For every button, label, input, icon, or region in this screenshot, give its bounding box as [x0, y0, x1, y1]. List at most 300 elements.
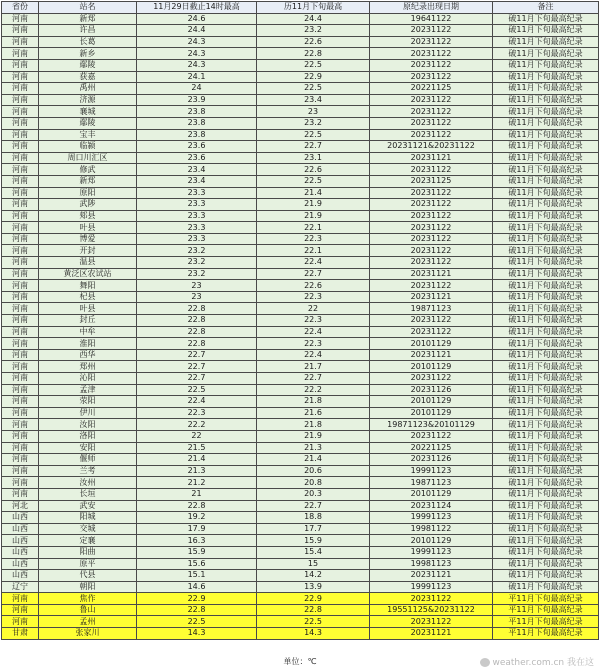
cell-remark: 破11月下旬最高纪录: [493, 48, 599, 60]
cell-remark: 破11月下旬最高纪录: [493, 349, 599, 361]
cell-historical-max: 21.8: [257, 419, 370, 431]
cell-remark: 破11月下旬最高纪录: [493, 523, 599, 535]
cell-today-max: 22.5: [137, 616, 257, 628]
cell-province: 河南: [2, 465, 39, 477]
cell-station: 孟津: [39, 384, 137, 396]
cell-record-date: 20231122: [370, 430, 493, 442]
table-row: [2, 604, 599, 616]
table-row: [2, 106, 599, 118]
table-row: [2, 361, 599, 373]
cell-record-date: 20231121: [370, 349, 493, 361]
cell-station: 偃师: [39, 454, 137, 466]
cell-today-max: 24.4: [137, 25, 257, 37]
cell-province: 河南: [2, 71, 39, 83]
cell-historical-max: 22.4: [257, 326, 370, 338]
table-row: [2, 268, 599, 280]
cell-record-date: 20231122: [370, 94, 493, 106]
cell-remark: 破11月下旬最高纪录: [493, 512, 599, 524]
cell-historical-max: 22.5: [257, 83, 370, 95]
table-row: [2, 419, 599, 431]
cell-station: 舞阳: [39, 280, 137, 292]
cell-province: 河南: [2, 361, 39, 373]
cell-record-date: 20231122: [370, 71, 493, 83]
table-row: [2, 488, 599, 500]
cell-station: 杞县: [39, 291, 137, 303]
cell-station: 新郑: [39, 175, 137, 187]
cell-remark: 破11月下旬最高纪录: [493, 291, 599, 303]
table-row: [2, 407, 599, 419]
table-row: [2, 570, 599, 582]
table-row: [2, 187, 599, 199]
cell-today-max: 22.8: [137, 326, 257, 338]
cell-today-max: 21: [137, 488, 257, 500]
cell-station: 西华: [39, 349, 137, 361]
table-row: [2, 129, 599, 141]
cell-today-max: 21.2: [137, 477, 257, 489]
cell-province: 山西: [2, 570, 39, 582]
cell-remark: 平11月下旬最高纪录: [493, 593, 599, 605]
cell-record-date: 19991123: [370, 465, 493, 477]
cell-record-date: 20231122: [370, 326, 493, 338]
cell-province: 河南: [2, 129, 39, 141]
cell-record-date: 20231121&20231122: [370, 141, 493, 153]
cell-station: 郏县: [39, 210, 137, 222]
cell-record-date: 20231122: [370, 245, 493, 257]
cell-historical-max: 14.2: [257, 570, 370, 582]
cell-province: 河南: [2, 257, 39, 269]
cell-historical-max: 22.3: [257, 315, 370, 327]
table-row: [2, 546, 599, 558]
cell-remark: 破11月下旬最高纪录: [493, 570, 599, 582]
cell-record-date: 20231121: [370, 628, 493, 640]
cell-historical-max: 13.9: [257, 581, 370, 593]
cell-record-date: 20221125: [370, 442, 493, 454]
cell-today-max: 24.3: [137, 48, 257, 60]
cell-remark: 破11月下旬最高纪录: [493, 442, 599, 454]
cell-historical-max: 18.8: [257, 512, 370, 524]
cell-historical-max: 22: [257, 303, 370, 315]
cell-record-date: 20231121: [370, 152, 493, 164]
cell-historical-max: 24.4: [257, 13, 370, 25]
cell-today-max: 24.6: [137, 13, 257, 25]
table-row: [2, 291, 599, 303]
table-row: [2, 152, 599, 164]
cell-record-date: 20231122: [370, 257, 493, 269]
cell-record-date: 20231126: [370, 454, 493, 466]
cell-historical-max: 23.4: [257, 94, 370, 106]
cell-station: 沁阳: [39, 373, 137, 385]
cell-today-max: 22.4: [137, 396, 257, 408]
cell-today-max: 23.9: [137, 94, 257, 106]
cell-historical-max: 22.7: [257, 268, 370, 280]
table-row: [2, 25, 599, 37]
cell-remark: 破11月下旬最高纪录: [493, 558, 599, 570]
cell-station: 汝州: [39, 477, 137, 489]
cell-today-max: 23.8: [137, 129, 257, 141]
header-historical-max: 历11月下旬最高: [257, 2, 370, 14]
cell-station: 博爱: [39, 233, 137, 245]
cell-remark: 破11月下旬最高纪录: [493, 175, 599, 187]
cell-province: 河南: [2, 616, 39, 628]
table-row: [2, 396, 599, 408]
cell-station: 汝阳: [39, 419, 137, 431]
cell-station: 临颍: [39, 141, 137, 153]
cell-record-date: 20101129: [370, 407, 493, 419]
header-province: 省份: [2, 2, 39, 14]
cell-province: 河南: [2, 593, 39, 605]
cell-today-max: 22.8: [137, 338, 257, 350]
cell-today-max: 23.6: [137, 141, 257, 153]
cell-today-max: 23.4: [137, 164, 257, 176]
table-row: [2, 48, 599, 60]
cell-today-max: 23.6: [137, 152, 257, 164]
cell-station: 洛阳: [39, 430, 137, 442]
cell-remark: 破11月下旬最高纪录: [493, 233, 599, 245]
footer: [0, 655, 600, 668]
cell-today-max: 19.2: [137, 512, 257, 524]
cell-remark: 破11月下旬最高纪录: [493, 210, 599, 222]
cell-province: 河南: [2, 268, 39, 280]
cell-record-date: 20231122: [370, 315, 493, 327]
cell-record-date: 20231121: [370, 570, 493, 582]
cell-province: 河南: [2, 407, 39, 419]
cell-today-max: 22.8: [137, 500, 257, 512]
cell-remark: 破11月下旬最高纪录: [493, 59, 599, 71]
cell-remark: 破11月下旬最高纪录: [493, 500, 599, 512]
cell-province: 河南: [2, 117, 39, 129]
weibo-logo-icon: [480, 658, 490, 667]
cell-province: 河南: [2, 488, 39, 500]
cell-record-date: 20231122: [370, 222, 493, 234]
cell-remark: 破11月下旬最高纪录: [493, 396, 599, 408]
cell-remark: 破11月下旬最高纪录: [493, 384, 599, 396]
cell-today-max: 24.3: [137, 59, 257, 71]
cell-province: 河南: [2, 175, 39, 187]
cell-today-max: 22.9: [137, 593, 257, 605]
cell-today-max: 22.2: [137, 419, 257, 431]
cell-station: 中牟: [39, 326, 137, 338]
cell-historical-max: 22.7: [257, 500, 370, 512]
cell-record-date: 20231122: [370, 48, 493, 60]
cell-historical-max: 22.1: [257, 245, 370, 257]
cell-record-date: 20231125: [370, 175, 493, 187]
cell-today-max: 23.3: [137, 233, 257, 245]
cell-province: 山西: [2, 558, 39, 570]
cell-historical-max: 21.7: [257, 361, 370, 373]
cell-province: 河北: [2, 500, 39, 512]
cell-remark: 破11月下旬最高纪录: [493, 13, 599, 25]
table-row: [2, 315, 599, 327]
cell-today-max: 23.3: [137, 210, 257, 222]
cell-record-date: 20101129: [370, 488, 493, 500]
cell-record-date: 20231122: [370, 593, 493, 605]
cell-today-max: 15.9: [137, 546, 257, 558]
cell-province: 山西: [2, 535, 39, 547]
cell-remark: 破11月下旬最高纪录: [493, 546, 599, 558]
cell-today-max: 23.4: [137, 175, 257, 187]
cell-province: 河南: [2, 477, 39, 489]
cell-today-max: 14.6: [137, 581, 257, 593]
cell-record-date: 20231122: [370, 25, 493, 37]
cell-remark: 破11月下旬最高纪录: [493, 419, 599, 431]
unit-label: 单位：℃: [283, 657, 317, 666]
cell-historical-max: 23.2: [257, 117, 370, 129]
cell-historical-max: 22.3: [257, 233, 370, 245]
cell-station: 开封: [39, 245, 137, 257]
cell-record-date: 19871123: [370, 477, 493, 489]
cell-province: 辽宁: [2, 581, 39, 593]
cell-remark: 破11月下旬最高纪录: [493, 361, 599, 373]
cell-today-max: 23: [137, 291, 257, 303]
header-remark: 备注: [493, 2, 599, 14]
cell-station: 新郑: [39, 13, 137, 25]
cell-record-date: 19871123: [370, 303, 493, 315]
cell-today-max: 22.3: [137, 407, 257, 419]
cell-remark: 破11月下旬最高纪录: [493, 373, 599, 385]
table-row: [2, 233, 599, 245]
cell-today-max: 22: [137, 430, 257, 442]
cell-province: 山西: [2, 512, 39, 524]
table-row: [2, 141, 599, 153]
cell-today-max: 24.1: [137, 71, 257, 83]
cell-station: 长葛: [39, 36, 137, 48]
cell-remark: 破11月下旬最高纪录: [493, 36, 599, 48]
table-row: [2, 303, 599, 315]
cell-historical-max: 22.7: [257, 373, 370, 385]
cell-station: 长垣: [39, 488, 137, 500]
cell-record-date: 19641122: [370, 13, 493, 25]
cell-station: 郑州: [39, 361, 137, 373]
cell-historical-max: 22.8: [257, 604, 370, 616]
cell-record-date: 20231124: [370, 500, 493, 512]
cell-record-date: 20231122: [370, 36, 493, 48]
table-row: [2, 477, 599, 489]
table-body: [2, 13, 599, 639]
watermark-text: weather.com.cn 我在这: [492, 658, 594, 668]
cell-remark: 破11月下旬最高纪录: [493, 187, 599, 199]
cell-station: 鄢陵: [39, 117, 137, 129]
cell-remark: 破11月下旬最高纪录: [493, 315, 599, 327]
cell-record-date: 20231122: [370, 164, 493, 176]
table-row: [2, 373, 599, 385]
cell-today-max: 23.2: [137, 257, 257, 269]
cell-historical-max: 15.9: [257, 535, 370, 547]
table-row: [2, 338, 599, 350]
cell-record-date: 19991123: [370, 581, 493, 593]
table-row: [2, 36, 599, 48]
cell-station: 叶县: [39, 303, 137, 315]
cell-historical-max: 21.6: [257, 407, 370, 419]
cell-record-date: 20101129: [370, 396, 493, 408]
cell-remark: 破11月下旬最高纪录: [493, 268, 599, 280]
cell-historical-max: 22.3: [257, 338, 370, 350]
cell-historical-max: 15: [257, 558, 370, 570]
header-record-date: 原纪录出现日期: [370, 2, 493, 14]
table-row: [2, 164, 599, 176]
cell-remark: 破11月下旬最高纪录: [493, 222, 599, 234]
cell-today-max: 23.3: [137, 222, 257, 234]
cell-record-date: 19551125&20231122: [370, 604, 493, 616]
cell-record-date: 20101129: [370, 338, 493, 350]
cell-province: 河南: [2, 141, 39, 153]
cell-today-max: 23: [137, 280, 257, 292]
cell-record-date: 19981122: [370, 523, 493, 535]
cell-province: 河南: [2, 349, 39, 361]
cell-historical-max: 20.8: [257, 477, 370, 489]
cell-province: 山西: [2, 546, 39, 558]
cell-historical-max: 23: [257, 106, 370, 118]
cell-historical-max: 22.5: [257, 59, 370, 71]
cell-record-date: 20231121: [370, 268, 493, 280]
cell-record-date: 20231122: [370, 187, 493, 199]
cell-province: 河南: [2, 48, 39, 60]
cell-record-date: 20101129: [370, 535, 493, 547]
cell-record-date: 19991123: [370, 512, 493, 524]
cell-historical-max: 21.9: [257, 430, 370, 442]
table-row: [2, 593, 599, 605]
cell-historical-max: 14.3: [257, 628, 370, 640]
table-row: [2, 280, 599, 292]
cell-historical-max: 22.8: [257, 48, 370, 60]
cell-remark: 破11月下旬最高纪录: [493, 25, 599, 37]
cell-station: 鲁山: [39, 604, 137, 616]
cell-remark: 破11月下旬最高纪录: [493, 106, 599, 118]
cell-province: 河南: [2, 25, 39, 37]
cell-historical-max: 21.9: [257, 210, 370, 222]
cell-historical-max: 22.9: [257, 71, 370, 83]
cell-today-max: 22.8: [137, 604, 257, 616]
cell-province: 河南: [2, 454, 39, 466]
table-row: [2, 257, 599, 269]
cell-province: 河南: [2, 233, 39, 245]
cell-historical-max: 22.4: [257, 349, 370, 361]
cell-province: 河南: [2, 315, 39, 327]
cell-record-date: 20101129: [370, 361, 493, 373]
cell-remark: 破11月下旬最高纪录: [493, 129, 599, 141]
cell-station: 修武: [39, 164, 137, 176]
cell-today-max: 23.8: [137, 106, 257, 118]
cell-province: 河南: [2, 36, 39, 48]
cell-record-date: 20231122: [370, 616, 493, 628]
cell-record-date: 19871123&20101129: [370, 419, 493, 431]
table-row: [2, 500, 599, 512]
table-row: [2, 59, 599, 71]
cell-historical-max: 22.2: [257, 384, 370, 396]
cell-historical-max: 22.9: [257, 593, 370, 605]
table-row: [2, 349, 599, 361]
cell-remark: 破11月下旬最高纪录: [493, 83, 599, 95]
cell-province: 河南: [2, 419, 39, 431]
cell-record-date: 20231122: [370, 199, 493, 211]
table-row: [2, 326, 599, 338]
cell-province: 河南: [2, 106, 39, 118]
cell-remark: 平11月下旬最高纪录: [493, 616, 599, 628]
cell-station: 交城: [39, 523, 137, 535]
watermark: [480, 655, 594, 668]
cell-province: 河南: [2, 187, 39, 199]
cell-historical-max: 22.6: [257, 164, 370, 176]
cell-station: 原阳: [39, 187, 137, 199]
cell-province: 河南: [2, 13, 39, 25]
header-today-max: 11月29日截止14时最高: [137, 2, 257, 14]
cell-province: 河南: [2, 430, 39, 442]
cell-province: 河南: [2, 338, 39, 350]
table-row: [2, 245, 599, 257]
cell-station: 阳城: [39, 512, 137, 524]
cell-today-max: 23.3: [137, 187, 257, 199]
cell-province: 河南: [2, 164, 39, 176]
cell-historical-max: 23.1: [257, 152, 370, 164]
cell-remark: 破11月下旬最高纪录: [493, 199, 599, 211]
cell-province: 河南: [2, 291, 39, 303]
cell-province: 河南: [2, 222, 39, 234]
cell-province: 河南: [2, 396, 39, 408]
cell-record-date: 20231122: [370, 373, 493, 385]
cell-station: 荥阳: [39, 396, 137, 408]
cell-today-max: 22.7: [137, 373, 257, 385]
cell-remark: 破11月下旬最高纪录: [493, 94, 599, 106]
cell-historical-max: 22.5: [257, 616, 370, 628]
cell-station: 封丘: [39, 315, 137, 327]
cell-station: 济源: [39, 94, 137, 106]
cell-record-date: 20231122: [370, 280, 493, 292]
cell-station: 代县: [39, 570, 137, 582]
cell-station: 鄢陵: [39, 59, 137, 71]
cell-remark: 破11月下旬最高纪录: [493, 430, 599, 442]
cell-province: 甘肃: [2, 628, 39, 640]
table-row: [2, 384, 599, 396]
cell-remark: 破11月下旬最高纪录: [493, 465, 599, 477]
cell-province: 河南: [2, 59, 39, 71]
cell-station: 获嘉: [39, 71, 137, 83]
table-row: [2, 442, 599, 454]
cell-province: 河南: [2, 326, 39, 338]
table-row: [2, 512, 599, 524]
cell-today-max: 21.5: [137, 442, 257, 454]
cell-record-date: 20231122: [370, 210, 493, 222]
cell-remark: 破11月下旬最高纪录: [493, 326, 599, 338]
cell-station: 武陟: [39, 199, 137, 211]
table-row: [2, 117, 599, 129]
cell-record-date: 20231122: [370, 59, 493, 71]
cell-today-max: 15.6: [137, 558, 257, 570]
cell-remark: 破11月下旬最高纪录: [493, 245, 599, 257]
cell-record-date: 20231122: [370, 117, 493, 129]
cell-station: 定襄: [39, 535, 137, 547]
cell-station: 安阳: [39, 442, 137, 454]
cell-remark: 破11月下旬最高纪录: [493, 454, 599, 466]
table-row: [2, 523, 599, 535]
cell-historical-max: 22.7: [257, 141, 370, 153]
cell-remark: 破11月下旬最高纪录: [493, 477, 599, 489]
cell-remark: 平11月下旬最高纪录: [493, 628, 599, 640]
cell-today-max: 14.3: [137, 628, 257, 640]
table-row: [2, 581, 599, 593]
cell-station: 张家川: [39, 628, 137, 640]
cell-historical-max: 22.6: [257, 280, 370, 292]
cell-record-date: 20231122: [370, 129, 493, 141]
cell-station: 朝阳: [39, 581, 137, 593]
cell-station: 阳曲: [39, 546, 137, 558]
cell-today-max: 22.8: [137, 315, 257, 327]
cell-today-max: 22.7: [137, 349, 257, 361]
cell-province: 河南: [2, 210, 39, 222]
cell-historical-max: 22.5: [257, 129, 370, 141]
cell-remark: 破11月下旬最高纪录: [493, 141, 599, 153]
cell-record-date: 20221125: [370, 83, 493, 95]
table-row: [2, 222, 599, 234]
table-row: [2, 175, 599, 187]
